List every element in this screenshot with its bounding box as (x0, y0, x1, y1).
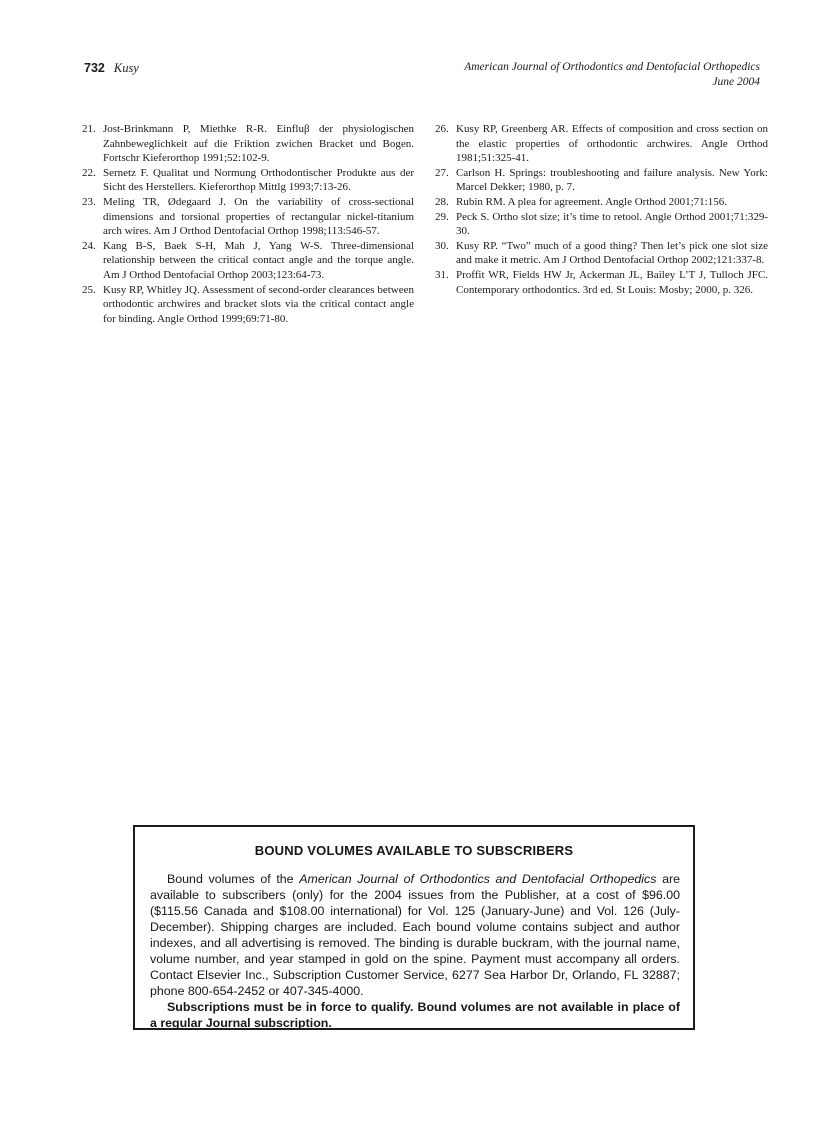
journal-title: American Journal of Orthodontics and Dentofacial Orthopedics (464, 61, 760, 73)
reference-column-left (82, 122, 414, 326)
reference-number: 29. (435, 210, 449, 223)
bound-volumes-notice-box (133, 825, 695, 1030)
notice-paragraph (150, 871, 680, 999)
running-head (84, 60, 760, 90)
reference-text: Carlson H. Springs: troubleshooting and failure analysis. New York: Marcel Dekker; 1980, p. 7. (456, 166, 768, 194)
reference-item (82, 122, 414, 166)
notice-body (150, 871, 680, 1031)
reference-text: Kang B-S, Baek S-H, Mah J, Yang W-S. Three-dimensional relationship between the critical contact angle and the torque angle. Am J Orthod Dentofacial Orthop 2003;123:64-73. (103, 239, 414, 281)
reference-text: Jost-Brinkmann P, Miethke R-R. Einfluβ der physiologischen Zahnbeweglichkeit auf die Friktion zwichen Bracket und Bogen. Fortschr Kieferorthop 1991;52:102-9. (103, 123, 414, 165)
reference-text: Peck S. Ortho slot size; it’s time to retool. Angle Orthod 2001;71:329-30. (456, 210, 768, 238)
reference-number: 30. (435, 239, 449, 252)
reference-text: Sernetz F. Qualitat und Normung Orthodontischer Produkte aus der Sicht des Herstellers. Kieferorthop Mittlg 1993;7:13-26. (103, 166, 414, 194)
running-head-left (84, 60, 139, 76)
author-name: Kusy (113, 61, 139, 75)
notice-text-suffix: are available to subscribers (only) for the 2004 issues from the Publisher, at a cost of $96.00 ($115.56 Canada and $108.00 international) for Vol. 125 (January-June) and Vol. 126 (July-December). Shipping charges are included. Each bound volume contains subject and author indexes, and all advertising is removed. The binding is durable buckram, with the journal name, volume number, and year stamped in gold on the spine. Payment must accompany all orders. Contact Elsevier Inc., Subscription Customer Service, 6277 Sea Harbor Dr, Orlando, FL 32887; phone 800-654-2452 or 407-345-4000. (150, 872, 680, 998)
reference-column-right (435, 122, 768, 326)
notice-subscription-note: Subscriptions must be in force to qualify. Bound volumes are not available in place of a regular Journal subscription. (150, 1000, 680, 1030)
reference-item (435, 195, 768, 210)
reference-text: Proffit WR, Fields HW Jr, Ackerman JL, Bailey L’T J, Tulloch JFC. Contemporary orthodontics. 3rd ed. St Louis: Mosby; 2000, p. 326. (456, 268, 768, 296)
reference-item (435, 122, 768, 166)
reference-number: 31. (435, 268, 449, 281)
reference-item (435, 166, 768, 195)
reference-item (82, 283, 414, 327)
reference-text: Kusy RP. “Two” much of a good thing? Then let’s pick one slot size and make it metric. Am J Orthod Dentofacial Orthop 2002;121:337-8. (456, 239, 768, 267)
reference-item (82, 239, 414, 283)
reference-text: Rubin RM. A plea for agreement. Angle Orthod 2001;71:156. (456, 195, 727, 208)
reference-text: Kusy RP, Greenberg AR. Effects of composition and cross section on the elastic properties of orthodontic archwires. Angle Orthod 1981;51:325-41. (456, 123, 768, 165)
reference-item (435, 268, 768, 297)
reference-item (435, 210, 768, 239)
notice-journal-title: American Journal of Orthodontics and Dentofacial Orthopedics (299, 872, 657, 886)
reference-text: Meling TR, Ødegaard J. On the variability of cross-sectional dimensions and torsional properties of rectangular nickel-titanium arch wires. Am J Orthod Dentofacial Orthop 1998;113:546-57. (103, 195, 414, 238)
reference-item (82, 166, 414, 195)
reference-number: 28. (435, 195, 449, 208)
reference-number: 21. (82, 123, 96, 135)
notice-title: BOUND VOLUMES AVAILABLE TO SUBSCRIBERS (254, 843, 574, 858)
running-head-right (464, 60, 760, 90)
issue-date: June 2004 (712, 76, 760, 88)
reference-list (82, 122, 768, 326)
reference-number: 26. (435, 123, 449, 135)
reference-number: 24. (82, 239, 96, 252)
reference-item (435, 239, 768, 268)
reference-number: 25. (82, 283, 96, 296)
reference-text: Kusy RP, Whitley JQ. Assessment of second-order clearances between orthodontic archwires and bracket slots via the critical contact angle for binding. Angle Orthod 1999;69:71-80. (103, 283, 414, 325)
reference-number: 27. (435, 166, 449, 179)
page-number: 732 (84, 61, 105, 75)
reference-number: 23. (82, 195, 96, 208)
reference-item (82, 195, 414, 239)
notice-text-prefix: Bound volumes of the (167, 872, 300, 886)
reference-number: 22. (82, 166, 96, 179)
